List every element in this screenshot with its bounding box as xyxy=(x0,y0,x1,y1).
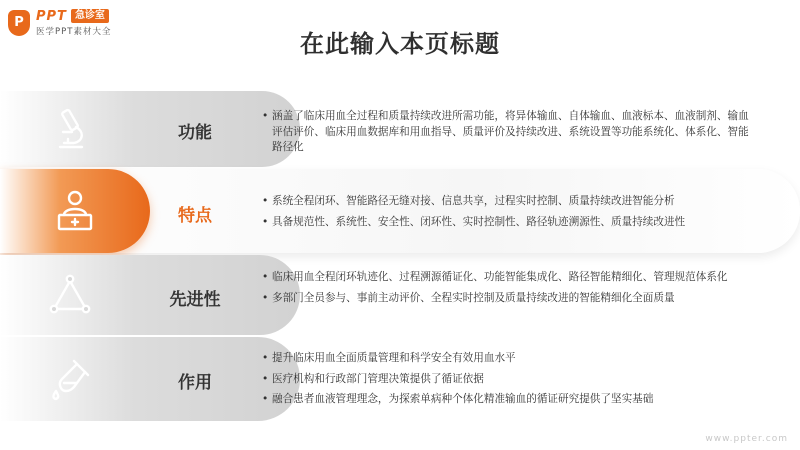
row-features xyxy=(0,169,800,253)
logo-brand-text: PPT xyxy=(36,8,67,24)
row-label: 特点 xyxy=(178,206,212,226)
watermark: www.ppter.com xyxy=(705,434,788,444)
row-label: 作用 xyxy=(178,373,212,393)
row-advancement xyxy=(0,255,800,335)
list-item: • 融合患者血液管理理念，为探索单病种个体化精准输血的循证研究提供了坚实基础 xyxy=(262,392,752,408)
list-item: • 具备规范性、系统性、安全性、闭环性、实时控制性、路径轨迹溯源性、质量持续改进性 xyxy=(262,215,752,231)
triangle-network-icon xyxy=(46,271,94,319)
doctor-desk-icon xyxy=(51,187,99,235)
test-tube-icon xyxy=(46,355,94,403)
list-item: • 临床用血全程闭环轨迹化、过程溯源循证化、功能智能集成化、路径智能精细化、管理规范体系化 xyxy=(262,270,752,286)
logo-tag: 急诊室 xyxy=(71,9,109,23)
row-icon-container xyxy=(0,91,140,167)
list-item: • 医疗机构和行政部门管理决策提供了循证依据 xyxy=(262,372,752,388)
page-title: 在此输入本页标题 xyxy=(300,30,500,58)
row-label: 功能 xyxy=(178,123,212,143)
row-function xyxy=(0,91,800,167)
list-item: • 涵盖了临床用血全过程和质量持续改进所需功能，将异体输血、自体输血、血液标本、血液制剂、输血评估评价、临床用血数据库和用血指导、质量评价及持续改进、系统设置等功能系统化、体系化、智能路径化 xyxy=(262,109,752,156)
row-items xyxy=(262,109,752,161)
list-item: • 系统全程闭环、智能路径无缝对接、信息共享，过程实时控制、质量持续改进智能分析 xyxy=(262,194,752,210)
list-item: • 提升临床用血全面质量管理和科学安全有效用血水平 xyxy=(262,351,752,367)
logo-badge: P xyxy=(8,10,30,36)
row-icon-container xyxy=(0,169,150,253)
row-items xyxy=(262,351,752,413)
logo-subtitle: 医学PPT素材大全 xyxy=(36,27,112,37)
row-items xyxy=(262,194,752,235)
list-item: • 多部门全员参与、事前主动评价、全程实时控制及质量持续改进的智能精细化全面质量 xyxy=(262,291,752,307)
row-role xyxy=(0,337,800,421)
row-icon-container xyxy=(0,337,140,421)
row-items xyxy=(262,270,752,311)
row-icon-container xyxy=(0,255,140,335)
microscope-icon xyxy=(46,105,94,153)
row-label: 先进性 xyxy=(169,290,221,310)
